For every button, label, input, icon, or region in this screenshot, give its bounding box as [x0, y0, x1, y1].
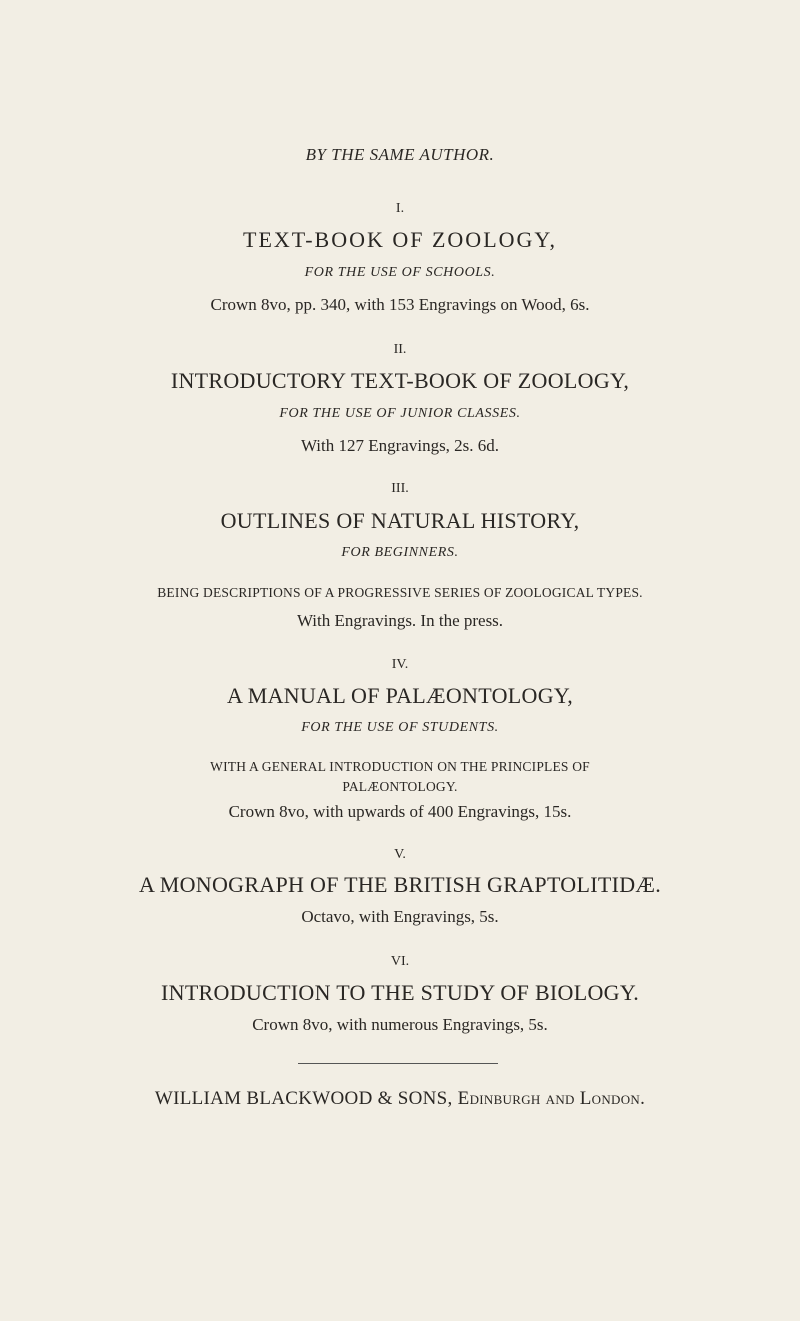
work-4-title: A MANUAL OF PALÆONTOLOGY, [226, 683, 574, 708]
divider-rule [298, 1063, 498, 1064]
publisher-name: WILLIAM BLACKWOOD & SONS, [154, 1088, 453, 1109]
work-1-subtitle: FOR THE USE OF SCHOOLS. [304, 265, 496, 280]
work-1-detail: Crown 8vo, pp. 340, with 153 Engravings on Wood, 6s. [210, 295, 590, 314]
publisher-imprint [0, 1088, 800, 1110]
publisher-places: Edinburgh and London. [457, 1088, 646, 1109]
work-1-numeral: I. [395, 201, 405, 216]
work-5-numeral: V. [394, 847, 406, 862]
work-4-description-line-1: WITH A GENERAL INTRODUCTION ON THE PRINCIPLES OF [210, 759, 590, 774]
work-3-title: OUTLINES OF NATURAL HISTORY, [220, 508, 580, 533]
work-2-title: INTRODUCTORY TEXT-BOOK OF ZOOLOGY, [170, 368, 630, 393]
work-3-detail: With Engravings. In the press. [296, 611, 504, 630]
work-2-numeral: II. [393, 342, 407, 357]
work-5-detail: Octavo, with Engravings, 5s. [301, 907, 499, 926]
work-3-subtitle: FOR BEGINNERS. [341, 545, 459, 560]
work-6-numeral: VI. [390, 954, 410, 969]
work-3-description: BEING DESCRIPTIONS OF A PROGRESSIVE SERIES OF ZOOLOGICAL TYPES. [157, 585, 643, 600]
work-4-subtitle: FOR THE USE OF STUDENTS. [301, 720, 499, 735]
work-1-title: TEXT-BOOK OF ZOOLOGY, [243, 227, 557, 252]
work-4-description-line-2: PALÆONTOLOGY. [342, 779, 458, 794]
work-4-detail: Crown 8vo, with upwards of 400 Engravings, 15s. [228, 802, 572, 821]
work-6-title: INTRODUCTION TO THE STUDY OF BIOLOGY. [161, 980, 639, 1005]
work-5-title: A MONOGRAPH OF THE BRITISH GRAPTOLITIDÆ. [138, 872, 662, 897]
page-heading: BY THE SAME AUTHOR. [305, 145, 495, 164]
work-6-detail: Crown 8vo, with numerous Engravings, 5s. [252, 1015, 548, 1034]
work-2-subtitle: FOR THE USE OF JUNIOR CLASSES. [279, 406, 521, 421]
work-3-numeral: III. [391, 481, 409, 496]
work-4-numeral: IV. [391, 657, 409, 672]
work-2-detail: With 127 Engravings, 2s. 6d. [300, 436, 500, 455]
